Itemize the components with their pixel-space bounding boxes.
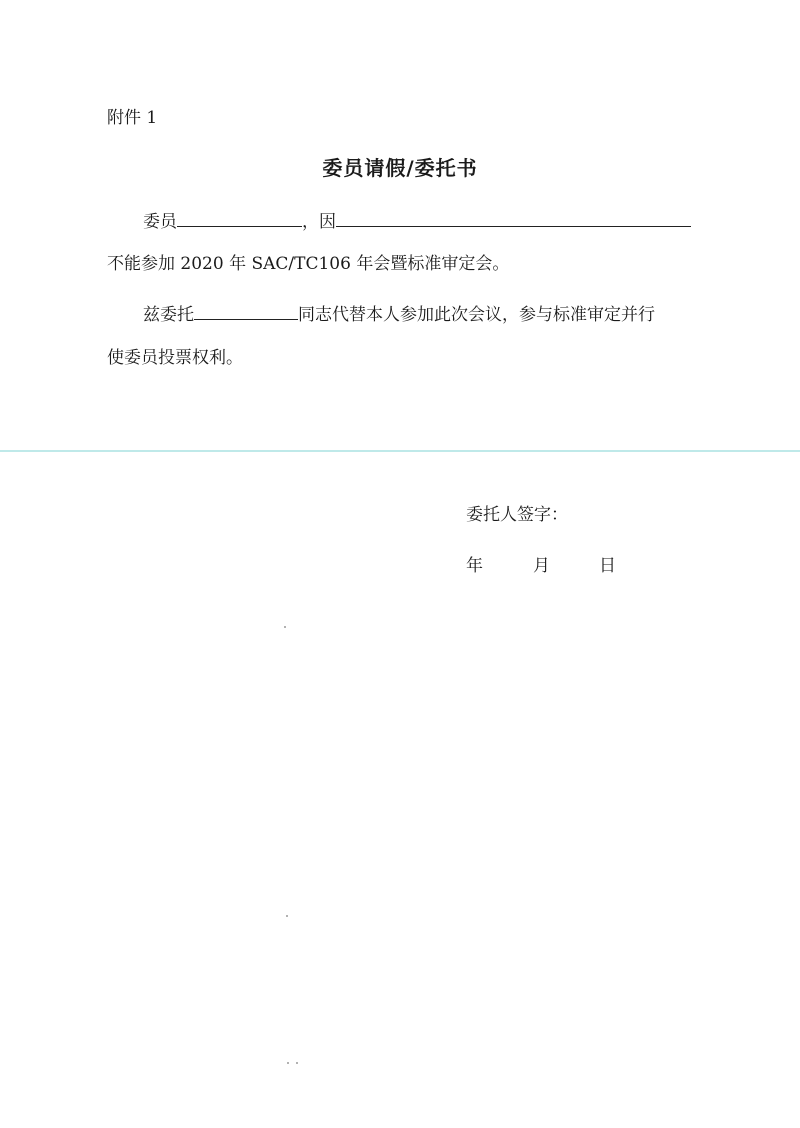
member-name-blank[interactable] [177, 210, 302, 227]
scan-speck [286, 915, 288, 917]
voting-rights-statement: 使委员投票权利。 [107, 348, 243, 368]
date-year: 年 [466, 556, 483, 576]
absence-statement: 不能参加 2020 年 SAC/TC106 年会暨标准审定会。 [107, 254, 510, 274]
document-title: 委员请假/委托书 [322, 156, 478, 180]
delegate-name-blank[interactable] [194, 303, 298, 320]
scan-speck [287, 1062, 289, 1064]
reason-blank[interactable] [336, 210, 691, 227]
member-line [143, 207, 691, 232]
delegate-line [143, 300, 655, 325]
reason-prefix: ，因 [302, 212, 336, 232]
scan-speck [296, 1062, 298, 1064]
delegate-suffix: 同志代替本人参加此次会议，参与标准审定并行 [298, 305, 655, 325]
date-month: 月 [533, 556, 550, 576]
date-day: 日 [599, 556, 616, 576]
signature-label: 委托人签字： [466, 505, 568, 525]
separator-line [0, 450, 800, 452]
scan-speck [284, 626, 286, 628]
attachment-label: 附件 1 [107, 108, 158, 128]
delegate-prefix: 兹委托 [143, 305, 194, 325]
member-prefix: 委员 [143, 212, 177, 232]
